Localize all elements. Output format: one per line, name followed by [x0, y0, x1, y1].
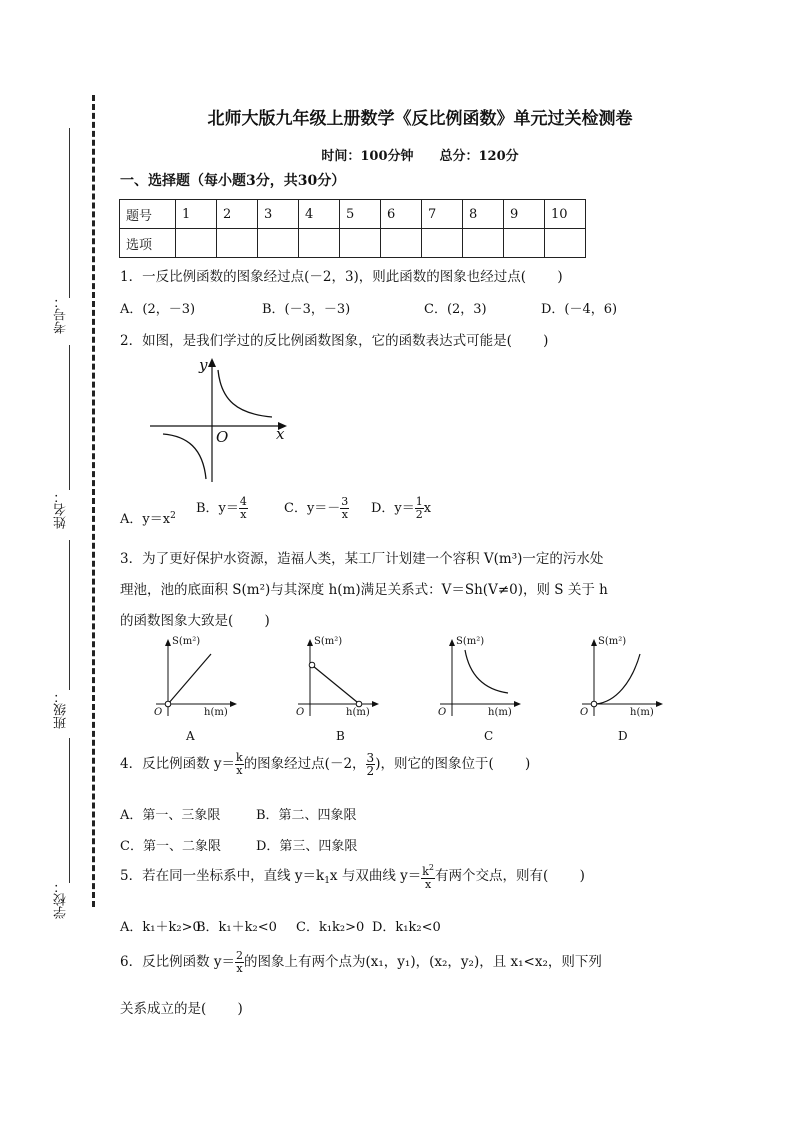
name-line [69, 345, 70, 490]
question-2-option-a [120, 508, 176, 527]
fraction [340, 496, 349, 521]
answer-cell[interactable] [422, 229, 463, 258]
exam-no-label: 考号： [54, 295, 69, 334]
denominator: 2 [415, 508, 423, 521]
graph-x-label: x [276, 425, 285, 443]
origin-label: O [580, 707, 589, 718]
x-arrow [230, 701, 237, 707]
question-2-option-d [371, 496, 431, 521]
numerator [421, 862, 435, 879]
table-cell: 2 [217, 200, 258, 229]
question-4-option-c: C．第一、二象限 [120, 839, 221, 854]
stem-text: 的图象上有两个点为(x₁，y₁)，(x₂，y₂)，且 x₁<x₂，则下列 [244, 954, 602, 970]
fraction [415, 496, 424, 521]
origin-label: O [438, 707, 447, 718]
y-arrow [449, 639, 455, 646]
question-1-option-c: C．(2，3) [424, 302, 487, 317]
table-cell: 8 [463, 200, 504, 229]
option-text: A．y＝x [120, 512, 171, 527]
table-cell: 7 [422, 200, 463, 229]
school-label: 学校： [54, 880, 69, 919]
question-1-option-a: A．(2，－3) [120, 302, 196, 317]
s-axis-label: S(m²) [456, 636, 485, 647]
answer-cell[interactable] [463, 229, 504, 258]
denominator: x [425, 878, 432, 891]
question-5-option-b: B．k₁＋k₂<0 [196, 920, 277, 935]
question-2-option-b [196, 496, 248, 521]
question-4-option-d: D．第三、四象限 [256, 839, 358, 854]
x-arrow [372, 701, 379, 707]
table-cell: 3 [258, 200, 299, 229]
numerator: 3 [366, 751, 375, 765]
graph-line [168, 654, 211, 704]
y-arrow [307, 639, 313, 646]
open-point [591, 701, 597, 707]
question-2-option-c [284, 496, 349, 521]
question-1-option-b: B．(－3，－3) [262, 302, 351, 317]
answer-cell[interactable] [258, 229, 299, 258]
stem-text: 有两个交点，则有( ) [435, 868, 585, 884]
numerator-text: k [422, 865, 429, 878]
numerator: 2 [236, 949, 244, 962]
question-4-stem [120, 752, 530, 777]
graph-curve [596, 654, 640, 704]
origin-label: O [296, 707, 305, 718]
question-5-stem [120, 862, 585, 891]
question-6-line2: 关系成立的是( ) [120, 1001, 243, 1017]
superscript: 2 [428, 863, 435, 872]
question-1-stem: 1．一反比例函数的图象经过点(－2，3)，则此函数的图象也经过点( ) [120, 269, 563, 285]
table-header-cell: 题号 [120, 200, 176, 229]
numerator: k [236, 751, 243, 764]
answer-cell[interactable] [545, 229, 586, 258]
fraction [235, 950, 244, 975]
y-arrow [165, 639, 171, 646]
cut-line [92, 95, 95, 907]
stem-text: 5．若在同一坐标系中，直线 y＝k [120, 868, 325, 884]
class-label: 班级： [54, 690, 69, 729]
exam-info: 时间：100分钟 总分：120分 [321, 149, 519, 164]
table-header-cell: 选项 [120, 229, 176, 258]
page-title: 北师大版九年级上册数学《反比例函数》单元过关检测卷 [207, 109, 633, 129]
curve-q1 [218, 370, 272, 417]
question-3-line3: 的函数图象大致是( ) [120, 613, 270, 629]
school-line [69, 738, 70, 883]
question-3-line1: 3．为了更好保护水资源，造福人类，某工厂计划建一个容积 V(m³)一定的污水处 [120, 551, 604, 567]
question-5-option-d: D．k₁k₂<0 [372, 920, 441, 935]
option-text: D．y＝ [371, 501, 415, 516]
table-cell: 6 [381, 200, 422, 229]
graph-line [313, 666, 357, 702]
answer-cell[interactable] [340, 229, 381, 258]
denominator: x [236, 764, 243, 777]
table-cell: 4 [299, 200, 340, 229]
answer-cell[interactable] [299, 229, 340, 258]
question-2-graph [145, 352, 295, 487]
table-cell: 10 [545, 200, 586, 229]
graph-a [148, 636, 238, 748]
graph-c-letter: C [484, 729, 494, 743]
graph-y-label: y [199, 356, 208, 374]
answer-cell[interactable] [217, 229, 258, 258]
question-1-option-d: D．(－4，6) [541, 302, 618, 317]
graph-a-letter: A [186, 729, 195, 743]
origin-label: O [154, 707, 163, 718]
x-arrow [514, 701, 521, 707]
superscript: 2 [170, 511, 176, 521]
section-heading: 一、选择题（每小题3分，共30分） [120, 173, 346, 189]
answer-cell[interactable] [381, 229, 422, 258]
table-cell: 9 [504, 200, 545, 229]
h-axis-label: h(m) [630, 707, 654, 718]
fraction [421, 862, 435, 891]
answer-table [119, 199, 586, 258]
answer-cell[interactable] [504, 229, 545, 258]
denominator: x [341, 508, 348, 521]
h-axis-label: h(m) [204, 707, 228, 718]
fraction [366, 752, 376, 777]
stem-text: x 与双曲线 y＝ [329, 868, 422, 884]
y-arrow [208, 358, 216, 367]
table-row [120, 200, 586, 229]
stem-text: 4．反比例函数 y＝ [120, 756, 236, 772]
question-2-stem: 2．如图，是我们学过的反比例函数图象，它的函数表达式可能是( ) [120, 333, 549, 349]
question-4-option-a: A．第一、三象限 [120, 808, 221, 823]
graph-b-letter: B [336, 729, 345, 743]
graph-d-letter: D [618, 729, 628, 743]
numerator: 3 [341, 495, 349, 508]
denominator: x [236, 962, 243, 975]
question-3-line2: 理池，池的底面积 S(m²)与其深度 h(m)满足关系式：V＝Sh(V≠0)，则 S 关于 h [120, 582, 608, 598]
table-cell: 1 [176, 200, 217, 229]
graph-b [290, 636, 380, 748]
answer-cell[interactable] [176, 229, 217, 258]
open-point [165, 701, 171, 707]
numerator: 4 [239, 495, 247, 508]
graph-c [432, 636, 522, 748]
binding-margin [0, 0, 100, 1123]
open-point [309, 662, 315, 668]
h-axis-label: h(m) [488, 707, 512, 718]
stem-text: 6．反比例函数 y＝ [120, 954, 236, 970]
subscript: 1 [324, 876, 330, 886]
stem-text: )，则它的图象位于( ) [375, 756, 531, 772]
open-point [356, 701, 362, 707]
table-cell: 5 [340, 200, 381, 229]
x-arrow [656, 701, 663, 707]
question-5-option-c: C．k₁k₂>0 [296, 920, 365, 935]
s-axis-label: S(m²) [172, 636, 201, 647]
question-6-stem [120, 950, 602, 975]
exam-no-line [69, 128, 70, 298]
table-row [120, 229, 586, 258]
fraction [235, 752, 244, 777]
class-line [69, 540, 70, 690]
curve-q3 [163, 434, 206, 479]
denominator: x [240, 508, 247, 521]
s-axis-label: S(m²) [314, 636, 343, 647]
graph-origin-label: O [216, 428, 229, 446]
graph-d [574, 636, 664, 748]
fraction [239, 496, 248, 521]
question-5-option-a: A．k₁＋k₂>0 [120, 920, 201, 935]
name-label: 姓名： [54, 490, 69, 529]
stem-text: 的图象经过点(－2， [243, 756, 366, 772]
s-axis-label: S(m²) [598, 636, 627, 647]
y-arrow [591, 639, 597, 646]
option-text: B．y＝ [196, 501, 239, 516]
option-text: x [423, 501, 432, 516]
question-4-option-b: B．第二、四象限 [256, 808, 357, 823]
option-text: C．y＝－ [284, 501, 341, 516]
numerator: 1 [415, 495, 423, 508]
h-axis-label: h(m) [346, 707, 370, 718]
denominator: 2 [366, 764, 375, 778]
graph-curve [465, 650, 508, 693]
